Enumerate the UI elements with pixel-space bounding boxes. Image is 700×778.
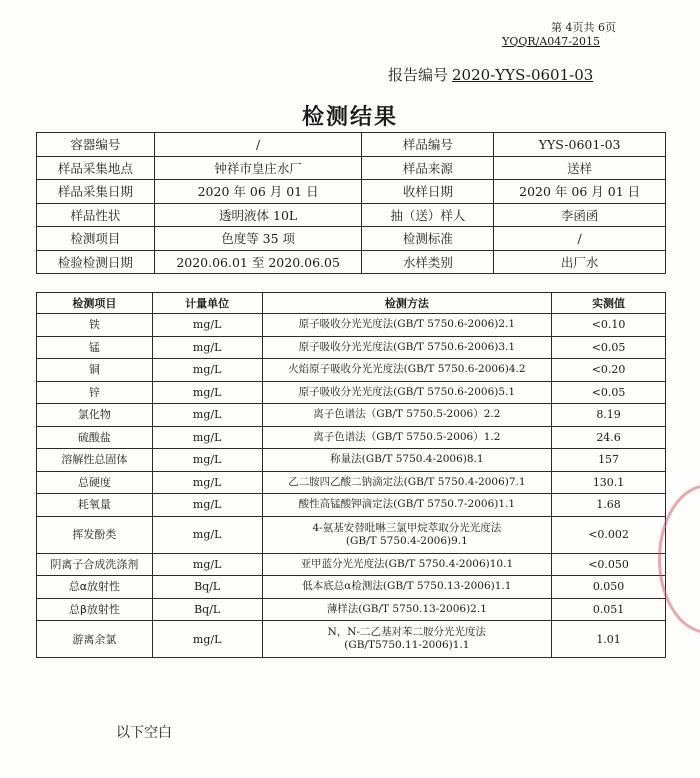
- result-value: 157: [552, 449, 666, 472]
- info-row: [37, 227, 666, 251]
- page-number: 第 4页共 6页: [551, 21, 616, 34]
- blank-below-note: 以下空白: [116, 725, 172, 741]
- result-value: <0.20: [552, 359, 666, 382]
- result-item: 溶解性总固体: [37, 449, 153, 472]
- result-item: 铜: [37, 359, 153, 382]
- report-number: [388, 64, 593, 85]
- info-label: 容器编号: [37, 133, 155, 157]
- result-item: 阴离子合成洗涤剂: [37, 553, 153, 576]
- info-label: 样品编号: [362, 133, 494, 157]
- table-row: [37, 553, 666, 576]
- result-item: 耗氧量: [37, 494, 153, 517]
- result-unit: mg/L: [152, 449, 262, 472]
- info-value: 李函函: [494, 203, 666, 227]
- result-value: <0.05: [552, 336, 666, 359]
- result-value: <0.05: [552, 381, 666, 404]
- column-header-method: 检测方法: [262, 293, 552, 314]
- result-unit: mg/L: [152, 404, 262, 427]
- info-value: 2020.06.01 至 2020.06.05: [154, 250, 362, 274]
- info-label: 样品来源: [362, 156, 494, 180]
- result-unit: mg/L: [152, 516, 262, 553]
- result-item: 总β放射性: [37, 598, 153, 621]
- table-row: [37, 471, 666, 494]
- info-label: 水样类别: [362, 250, 494, 274]
- info-label: 样品性状: [37, 203, 155, 227]
- info-label: 收样日期: [362, 180, 494, 204]
- info-row: [37, 133, 666, 157]
- result-unit: mg/L: [152, 553, 262, 576]
- table-row: [37, 598, 666, 621]
- info-row: [37, 180, 666, 204]
- result-method-line: N，N-二乙基对苯二胺分光光度法: [327, 626, 487, 638]
- table-row: [37, 621, 666, 658]
- result-unit: mg/L: [152, 314, 262, 337]
- form-code: YQQR/A047-2015: [502, 35, 600, 48]
- result-method: 乙二胺四乙酸二钠滴定法(GB/T 5750.4-2006)7.1: [262, 471, 552, 494]
- table-row: [37, 314, 666, 337]
- result-value: 1.01: [552, 621, 666, 658]
- result-method: 亚甲蓝分光光度法(GB/T 5750.4-2006)10.1: [262, 553, 552, 576]
- result-method-line: (GB/T 5750.4-2006)9.1: [345, 534, 468, 547]
- column-header-item: 检测项目: [37, 293, 153, 314]
- result-value: 24.6: [552, 426, 666, 449]
- result-item: 游离余氯: [37, 621, 153, 658]
- result-item: 铁: [37, 314, 153, 337]
- result-method-line: 4-氨基安替吡啉三氯甲烷萃取分光光度法: [312, 521, 502, 534]
- result-unit: Bq/L: [152, 576, 262, 599]
- result-method: 低本底总α检测法(GB/T 5750.13-2006)1.1: [262, 576, 552, 599]
- result-method: 火焰原子吸收分光光度法(GB/T 5750.6-2006)4.2: [262, 359, 552, 382]
- info-value: 钟祥市皇庄水厂: [154, 156, 362, 180]
- document-title: 检测结果: [301, 105, 398, 130]
- table-row: [37, 449, 666, 472]
- info-value: 2020 年 06 月 01 日: [494, 180, 666, 204]
- result-item: 挥发酚类: [37, 516, 153, 553]
- result-unit: mg/L: [152, 494, 262, 517]
- result-method: 称量法(GB/T 5750.4-2006)8.1: [262, 449, 552, 472]
- table-row: [37, 404, 666, 427]
- info-value: 送样: [494, 156, 666, 180]
- table-row: [37, 359, 666, 382]
- info-value: /: [154, 133, 362, 157]
- table-row: [37, 576, 666, 599]
- report-number-value: 2020-YYS-0601-03: [452, 66, 594, 84]
- result-value: 0.050: [552, 576, 666, 599]
- result-value: 130.1: [552, 471, 666, 494]
- info-label: 抽（送）样人: [362, 203, 494, 227]
- info-label: 检测标准: [362, 227, 494, 251]
- info-value: 透明液体 10L: [154, 203, 362, 227]
- info-row: [37, 250, 666, 274]
- result-value: <0.002: [552, 516, 666, 553]
- result-item: 锰: [37, 336, 153, 359]
- result-method: 薄样法(GB/T 5750.13-2006)2.1: [262, 598, 552, 621]
- result-unit: mg/L: [152, 359, 262, 382]
- result-item: 氯化物: [37, 404, 153, 427]
- result-value: 0.051: [552, 598, 666, 621]
- column-header-unit: 计量单位: [152, 293, 262, 314]
- result-unit: mg/L: [152, 621, 262, 658]
- info-value: /: [494, 227, 666, 251]
- result-method: [262, 516, 552, 553]
- results-header-row: [37, 293, 666, 314]
- column-header-value: 实测值: [552, 293, 666, 314]
- info-value: 2020 年 06 月 01 日: [154, 180, 362, 204]
- result-unit: Bq/L: [152, 598, 262, 621]
- sample-info-table: [36, 132, 666, 274]
- result-unit: mg/L: [152, 426, 262, 449]
- results-body: [37, 293, 666, 658]
- result-item: 总α放射性: [37, 576, 153, 599]
- result-method: 原子吸收分光光度法(GB/T 5750.6-2006)2.1: [262, 314, 552, 337]
- info-value: YYS-0601-03: [494, 133, 666, 157]
- result-method: 酸性高锰酸钾滴定法(GB/T 5750.7-2006)1.1: [262, 494, 552, 517]
- table-row: [37, 494, 666, 517]
- info-label: 样品采集地点: [37, 156, 155, 180]
- info-label: 检验检测日期: [37, 250, 155, 274]
- result-item: 硫酸盐: [37, 426, 153, 449]
- result-unit: mg/L: [152, 336, 262, 359]
- result-unit: mg/L: [152, 471, 262, 494]
- table-row: [37, 516, 666, 553]
- result-method: 离子色谱法（GB/T 5750.5-2006）2.2: [262, 404, 552, 427]
- info-label: 检测项目: [37, 227, 155, 251]
- info-value: 出厂水: [494, 250, 666, 274]
- result-method-line: (GB/T5750.11-2006)1.1: [344, 639, 470, 651]
- result-value: <0.10: [552, 314, 666, 337]
- info-value: 色度等 35 项: [154, 227, 362, 251]
- result-value: <0.050: [552, 553, 666, 576]
- result-item: 锌: [37, 381, 153, 404]
- info-row: [37, 156, 666, 180]
- table-row: [37, 381, 666, 404]
- table-row: [37, 336, 666, 359]
- result-method: 原子吸收分光光度法(GB/T 5750.6-2006)3.1: [262, 336, 552, 359]
- result-value: 8.19: [552, 404, 666, 427]
- result-item: 总硬度: [37, 471, 153, 494]
- result-method: 离子色谱法（GB/T 5750.5-2006）1.2: [262, 426, 552, 449]
- info-label: 样品采集日期: [37, 180, 155, 204]
- result-unit: mg/L: [152, 381, 262, 404]
- result-value: 1.68: [552, 494, 666, 517]
- results-table: [36, 292, 666, 658]
- report-number-label: 报告编号: [388, 66, 449, 84]
- result-method: 原子吸收分光光度法(GB/T 5750.6-2006)5.1: [262, 381, 552, 404]
- table-row: [37, 426, 666, 449]
- result-method: [262, 621, 552, 658]
- info-row: [37, 203, 666, 227]
